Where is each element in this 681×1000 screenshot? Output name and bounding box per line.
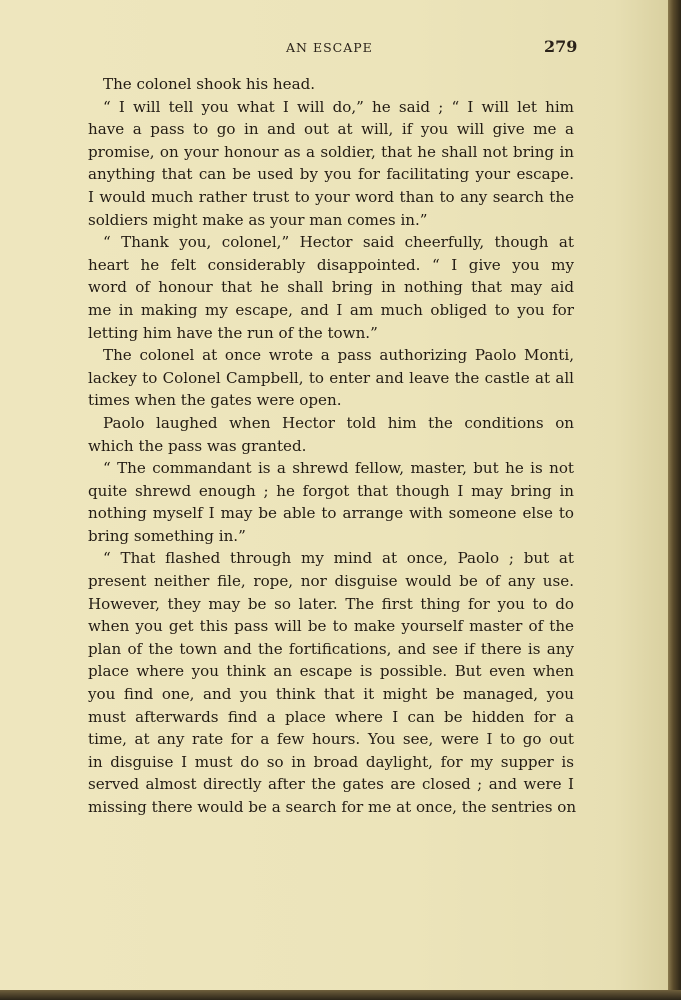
paragraph (88, 412, 574, 457)
text-line: letting him have the run of the town.” (88, 323, 378, 342)
text-line: times when the gates were open. (88, 391, 342, 410)
text-line: have a pass to go in and out at will, if you will give me a (88, 120, 574, 139)
paragraph (88, 547, 577, 818)
text-line: However, they may be so later. The first thing for you to do (88, 594, 574, 613)
text-line: heart he felt considerably disappointed. “ I give you my (88, 255, 574, 274)
text-line: which the pass was granted. (88, 436, 307, 455)
text-line: bring something in.” (88, 526, 246, 545)
body-text (88, 73, 577, 819)
text-line: served almost directly after the gates are closed ; and were I (88, 775, 574, 794)
paragraph (88, 231, 574, 344)
text-line: lackey to Colonel Campbell, to enter and leave the castle at all (88, 368, 574, 387)
text-line: Paolo laughed when Hector told him the conditions on (103, 413, 574, 432)
text-line: I would much rather trust to your word than to any search the (88, 187, 574, 206)
text-line: time, at any rate for a few hours. You see, were I to go out (88, 730, 574, 749)
paragraph (88, 457, 574, 547)
bottom-edge (0, 990, 681, 1000)
text-line: The colonel at once wrote a pass authorizing Paolo Monti, (103, 346, 574, 365)
text-line: word of honour that he shall bring in nothing that may aid (88, 278, 574, 297)
text-line: soldiers might make as your man comes in.” (88, 210, 428, 229)
paragraph (88, 96, 574, 232)
text-line: place where you think an escape is possible. But even when (88, 662, 574, 681)
text-line: you find one, and you think that it might be managed, you (88, 685, 574, 704)
text-line: me in making my escape, and I am much obliged to you for (88, 300, 574, 319)
text-line: present neither file, rope, nor disguise would be of any use. (88, 572, 574, 591)
text-line: promise, on your honour as a soldier, that he shall not bring in (88, 142, 574, 161)
text-line: “ Thank you, colonel,” Hector said cheerfully, though at (103, 233, 574, 252)
text-line: nothing myself I may be able to arrange with someone else to (88, 504, 574, 523)
text-line: in disguise I must do so in broad daylight, for my supper is (88, 752, 574, 771)
text-line: anything that can be used by you for facilitating your escape. (88, 165, 574, 184)
paragraph (88, 73, 574, 96)
text-line: “ That flashed through my mind at once, Paolo ; but at (103, 549, 574, 568)
page-edge (668, 0, 681, 1000)
text-line: must afterwards find a place where I can be hidden for a (88, 707, 574, 726)
text-line: “ The commandant is a shrewd fellow, master, but he is not (103, 459, 574, 478)
text-line: quite shrewd enough ; he forgot that though I may bring in (88, 481, 574, 500)
text-line: plan of the town and the fortifications, and see if there is any (88, 639, 574, 658)
running-title: AN ESCAPE (286, 40, 373, 55)
text-line: when you get this pass will be to make yourself master of the (88, 617, 574, 636)
running-head (0, 38, 668, 58)
text-line: missing there would be a search for me at once, the sentries on (88, 798, 577, 816)
paragraph (88, 344, 574, 412)
page-number: 279 (544, 37, 578, 56)
text-line: “ I will tell you what I will do,” he said ; “ I will let him (103, 97, 574, 116)
text-line: The colonel shook his head. (103, 75, 316, 93)
